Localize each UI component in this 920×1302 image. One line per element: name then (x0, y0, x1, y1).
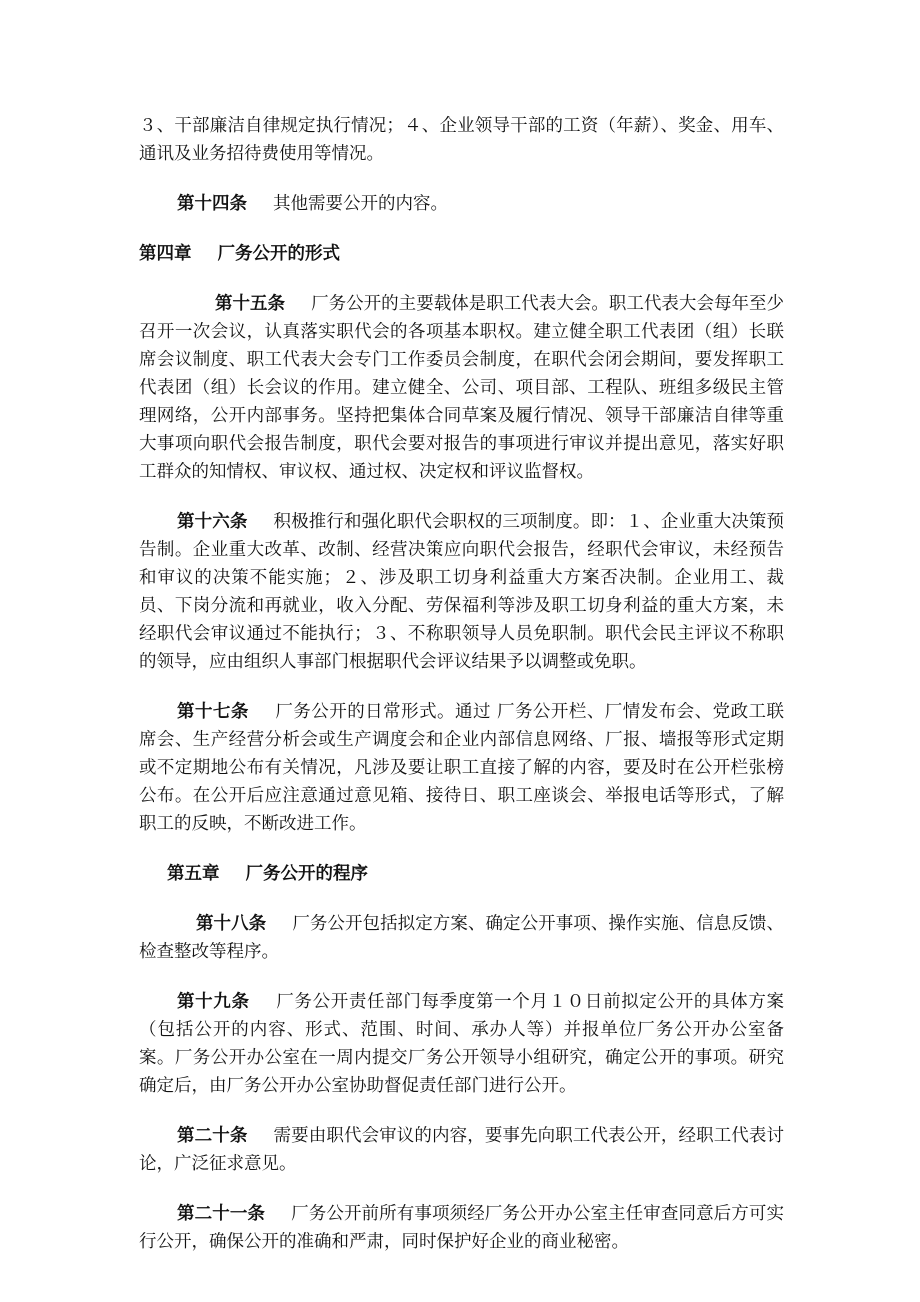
article-number: 第十九条 (177, 992, 250, 1012)
chapter-number: 第五章 (167, 864, 220, 884)
article-number: 第十七条 (177, 702, 249, 722)
paragraph-text: ３、干部廉洁自律规定执行情况；４、企业领导干部的工资（年薪）、奖金、用车、通讯及业务招待费使用等情况。 (139, 116, 784, 164)
article-text: 厂务公开包括拟定方案、确定公开事项、操作实施、信息反馈、检查整改等程序。 (139, 914, 784, 962)
article-number: 第二十条 (177, 1126, 248, 1146)
article-text: 需要由职代会审议的内容，要事先向职工代表公开，经职工代表讨论，广泛征求意见。 (139, 1126, 785, 1174)
paragraph-continuation (139, 112, 784, 168)
article-text: 厂务公开前所有事项须经厂务公开办公室主任审查同意后方可实行公开，确保公开的准确和严肃，同时保护好企业的商业秘密。 (139, 1204, 784, 1252)
chapter-heading-5 (139, 860, 784, 888)
article-21 (139, 1200, 784, 1256)
article-16 (139, 508, 784, 676)
chapter-title: 厂务公开的程序 (245, 864, 368, 884)
article-number: 第二十一条 (177, 1204, 266, 1224)
article-19 (139, 988, 784, 1100)
article-number: 第十五条 (215, 294, 286, 314)
chapter-number: 第四章 (139, 244, 192, 264)
article-15 (139, 290, 784, 486)
article-17 (139, 698, 784, 838)
article-20 (139, 1122, 784, 1178)
chapter-title: 厂务公开的形式 (217, 244, 340, 264)
article-text: 厂务公开的主要载体是职工代表大会。职工代表大会每年至少召开一次会议，认真落实职代会的各项基本职权。建立健全职工代表团（组）长联席会议制度、职工代表大会专门工作委员会制度，在职代会闭会期间，要发挥职工代表团（组）长会议的作用。建立健全、公司、项目部、工程队、班组多级民主管理网络，公开内部事务。坚持把集体合同草案及履行情况、领导干部廉洁自律等重大事项向职代会报告制度，职代会要对报告的事项进行审议并提出意见，落实好职工群众的知情权、审议权、通过权、决定权和评议监督权。 (139, 294, 785, 482)
article-18 (139, 910, 784, 966)
article-number: 第十八条 (196, 914, 267, 934)
article-number: 第十六条 (177, 512, 248, 532)
document-page (139, 112, 784, 1278)
article-number: 第十四条 (177, 194, 247, 214)
article-text: 其他需要公开的内容。 (273, 194, 448, 214)
article-14 (139, 190, 784, 218)
chapter-heading-4 (139, 240, 784, 268)
article-text: 厂务公开的日常形式。通过 厂务公开栏、厂情发布会、党政工联席会、生产经营分析会或生产调度会和企业内部信息网络、厂报、墙报等形式定期或不定期地公布有关情况，凡涉及要让职工直接了解的内容，要及时在公开栏张榜公布。在公开后应注意通过意见箱、接待日、职工座谈会、举报电话等形式，了解职工的反映，不断改进工作。 (139, 702, 785, 834)
article-text: 积极推行和强化职代会职权的三项制度。即：１、企业重大决策预告制。企业重大改革、改制、经营决策应向职代会报告，经职代会审议，未经预告和审议的决策不能实施；２、涉及职工切身利益重大方案否决制。企业用工、裁员、下岗分流和再就业，收入分配、劳保福利等涉及职工切身利益的重大方案，未经职代会审议通过不能执行；３、不称职领导人员免职制。职代会民主评议不称职的领导，应由组织人事部门根据职代会评议结果予以调整或免职。 (139, 512, 785, 672)
article-text: 厂务公开责任部门每季度第一个月１０日前拟定公开的具体方案（包括公开的内容、形式、范围、时间、承办人等）并报单位厂务公开办公室备案。厂务公开办公室在一周内提交厂务公开领导小组研究，确定公开的事项。研究确定后，由厂务公开办公室协助督促责任部门进行公开。 (139, 992, 784, 1096)
